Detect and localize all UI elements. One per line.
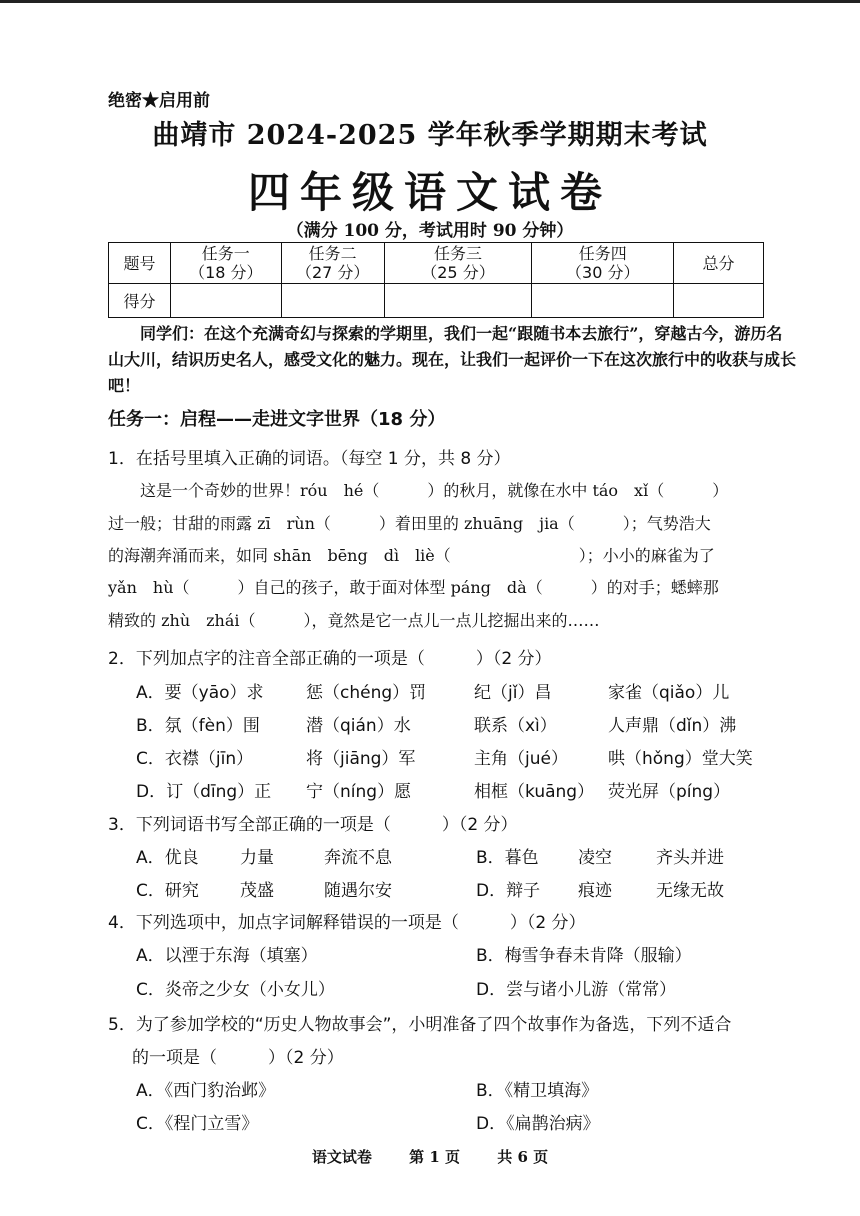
q2-option-a-4: 家雀（qiǎo）儿 xyxy=(608,683,730,703)
q3-option-b-3: 齐头并进 xyxy=(656,848,724,868)
q1-line3: 的海潮奔涌而来，如同 shān bēng dì liè（ ）；小小的麻雀为了 xyxy=(108,546,715,565)
score-cell-total[interactable] xyxy=(674,284,764,318)
q5-stem-line1: 5．为了参加学校的“历史人物故事会”，小明准备了四个故事作为备选，下列不适合 xyxy=(108,1015,732,1035)
col-task3: 任务三 （25 分） xyxy=(384,243,532,284)
exam-info: （满分 100 分，考试用时 90 分钟） xyxy=(286,221,574,241)
row-label-score: 得分 xyxy=(109,284,171,318)
col-total: 总分 xyxy=(674,243,764,284)
score-cell-task1[interactable] xyxy=(170,284,281,318)
q2-option-d-4: 荧光屏（píng） xyxy=(608,782,731,802)
q4-stem: 4．下列选项中，加点字词解释错误的一项是（ ）（2 分） xyxy=(108,913,586,933)
q2-option-c-1: C．衣襟（jīn） xyxy=(136,749,254,769)
q2-option-c-2: 将（jiāng）军 xyxy=(306,749,416,769)
q2-option-d-2: 宁（níng）愿 xyxy=(306,782,412,802)
q5-option-a: A．《西门豹治邺》 xyxy=(136,1081,276,1101)
score-cell-task4[interactable] xyxy=(532,284,674,318)
q2-option-a-1: A．要（yāo）求 xyxy=(136,683,264,703)
q2-option-b-1: B．氛（fèn）围 xyxy=(136,716,260,736)
q5-stem-line2: 的一项是（ ）（2 分） xyxy=(132,1048,344,1068)
q5-option-b: B．《精卫填海》 xyxy=(476,1081,599,1101)
intro-paragraph: 同学们：在这个充满奇幻与探索的学期里，我们一起“跟随书本去旅行”，穿越古今，游历名山大川，结识历史名人，感受文化的魅力。现在，让我们一起评价一下在这次旅行中的收获与成长吧！ xyxy=(108,324,797,395)
q2-option-b-4: 人声鼎（dǐn）沸 xyxy=(608,716,737,736)
q2-option-d-3: 相框（kuāng） xyxy=(474,782,595,802)
q3-option-d-1: D．辩子 xyxy=(476,881,541,901)
col-task2: 任务二 （27 分） xyxy=(281,243,384,284)
q3-option-a-2: 力量 xyxy=(240,848,274,868)
q3-option-c-2: 茂盛 xyxy=(240,881,274,901)
score-table xyxy=(108,242,764,318)
q3-option-c-3: 随遇尔安 xyxy=(324,881,392,901)
score-table-header-row xyxy=(109,243,764,284)
q4-option-d: D．尝与诸小儿游（常常） xyxy=(476,980,677,1000)
footer-total-pages: 共 6 页 xyxy=(497,1148,549,1166)
q2-option-d-1: D．订（dīng）正 xyxy=(136,782,272,802)
col-task4: 任务四 （30 分） xyxy=(532,243,674,284)
q2-option-a-3: 纪（jǐ）昌 xyxy=(474,683,552,703)
q3-option-c-1: C．研究 xyxy=(136,881,199,901)
score-cell-task2[interactable] xyxy=(281,284,384,318)
q4-option-c: C．炎帝之少女（小女儿） xyxy=(136,980,335,1000)
q1-line4: yǎn hù（ ）自己的孩子，敢于面对体型 páng dà（ ）的对手；蟋蟀那 xyxy=(108,578,719,597)
q2-option-b-3: 联系（xì） xyxy=(474,716,557,736)
q3-option-b-2: 凌空 xyxy=(578,848,612,868)
page-footer xyxy=(0,1146,860,1167)
q3-option-d-3: 无缘无故 xyxy=(656,881,724,901)
q4-option-a: A．以湮于东海（填塞） xyxy=(136,946,318,966)
q3-option-a-1: A．优良 xyxy=(136,848,199,868)
q2-option-c-4: 哄（hǒng）堂大笑 xyxy=(608,749,753,769)
q3-option-a-3: 奔流不息 xyxy=(324,848,392,868)
footer-subject: 语文试卷 xyxy=(311,1148,372,1166)
paper-title: 四年级语文试卷 xyxy=(247,168,612,217)
top-border-line xyxy=(0,0,860,3)
row-label-question: 题号 xyxy=(109,243,171,284)
q2-option-b-2: 潜（qián）水 xyxy=(306,716,411,736)
score-table-score-row xyxy=(109,284,764,318)
q4-option-b: B．梅雪争春未肯降（服输） xyxy=(476,946,692,966)
q1-line1: 这是一个奇妙的世界！róu hé（ ）的秋月，就像在水中 táo xǐ（ ） xyxy=(140,481,729,500)
q2-option-c-3: 主角（jué） xyxy=(474,749,568,769)
q5-option-d: D．《扁鹊治病》 xyxy=(476,1114,600,1134)
footer-page-number: 第 1 页 xyxy=(409,1148,460,1166)
confidential-label: 绝密★启用前 xyxy=(108,91,210,111)
q1-line2: 过一般；甘甜的雨露 zī rùn（ ）着田里的 zhuāng jia（ ）；气势浩大 xyxy=(108,514,711,533)
q3-stem: 3．下列词语书写全部正确的一项是（ ）（2 分） xyxy=(108,815,518,835)
q2-stem: 2．下列加点字的注音全部正确的一项是（ ）（2 分） xyxy=(108,649,552,669)
q1-stem: 1．在括号里填入正确的词语。（每空 1 分，共 8 分） xyxy=(108,449,511,469)
q5-option-c: C．《程门立雪》 xyxy=(136,1114,259,1134)
q1-line5: 精致的 zhù zhái（ ），竟然是它一点儿一点儿挖掘出来的…… xyxy=(108,611,600,630)
q2-option-a-2: 惩（chéng）罚 xyxy=(306,683,427,703)
task1-heading: 任务一：启程——走进文字世界（18 分） xyxy=(108,409,446,430)
score-cell-task3[interactable] xyxy=(384,284,532,318)
q3-option-d-2: 痕迹 xyxy=(578,881,612,901)
q3-option-b-1: B．暮色 xyxy=(476,848,539,868)
exam-title: 曲靖市 2024-2025 学年秋季学期期末考试 xyxy=(152,120,708,151)
col-task1: 任务一 （18 分） xyxy=(170,243,281,284)
